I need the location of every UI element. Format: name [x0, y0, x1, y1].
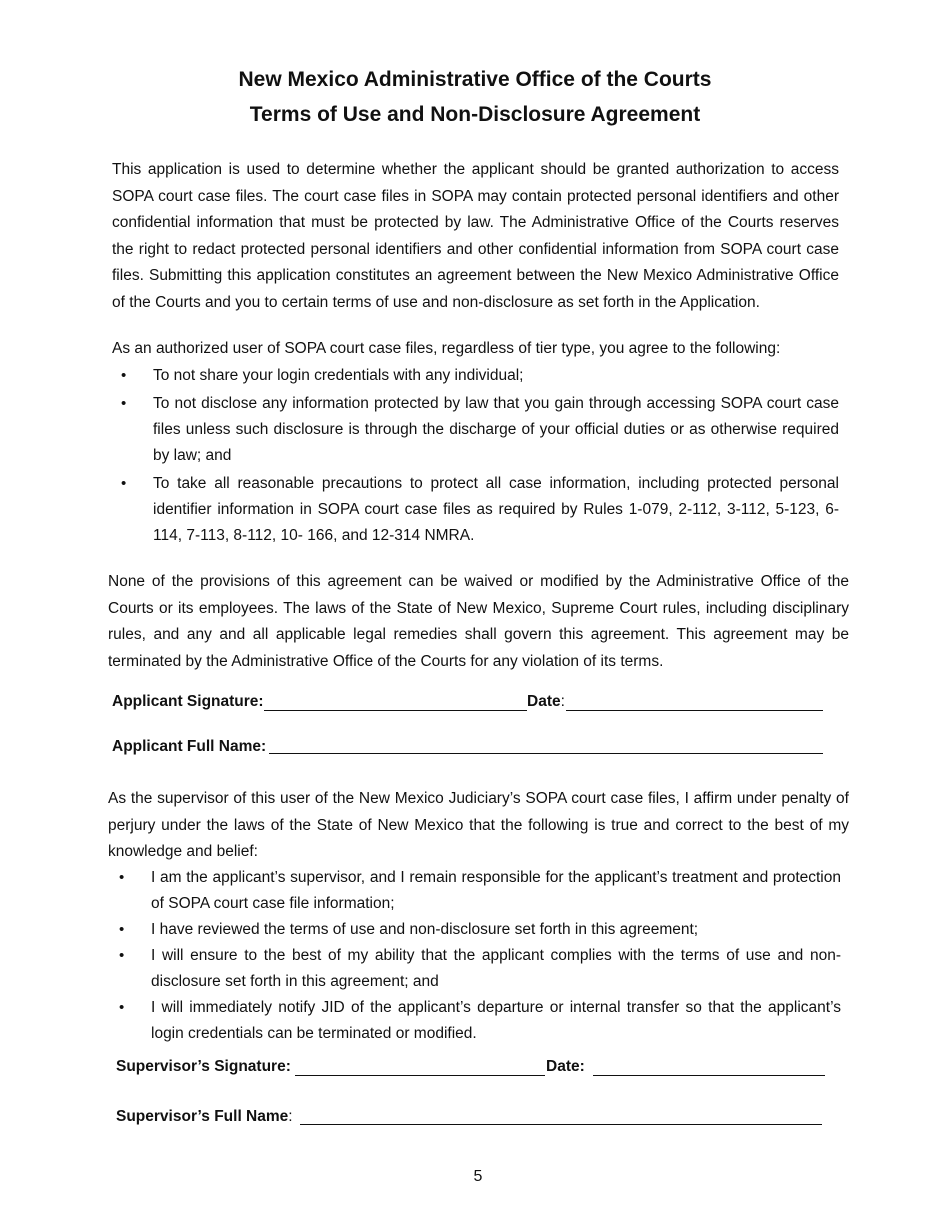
- document-title: New Mexico Administrative Office of the Courts: [238, 68, 712, 91]
- applicant-full-name-label: Applicant Full Name:: [112, 738, 267, 755]
- list-item: • I have reviewed the terms of use and non-disclosure set forth in this agreement;: [151, 917, 841, 943]
- supervisor-date-line[interactable]: [593, 1075, 825, 1076]
- applicant-full-name-line[interactable]: [269, 753, 823, 754]
- list-item: • I am the applicant’s supervisor, and I remain responsible for the applicant’s treatment and protection of SOPA court case file information;: [151, 865, 841, 917]
- supervisor-signature-label: Supervisor’s Signature:: [116, 1058, 291, 1075]
- applicant-signature-line[interactable]: [264, 710, 527, 711]
- applicant-date-line[interactable]: [566, 710, 823, 711]
- intro-paragraph: This application is used to determine whether the applicant should be granted authorization to access SOPA court case files. The court case files in SOPA may contain protected personal identifiers and other confidential information that must be protected by law. The Administrative Office of the Courts reserves the right to redact protected personal identifiers and other confidential information from SOPA court case files. Submitting this application constitutes an agreement between the New Mexico Administrative Office of the Courts and you to certain terms of use and non-disclosure as set forth in the Application.: [112, 161, 839, 311]
- list-item: • To not disclose any information protected by law that you gain through accessing SOPA court case files unless such disclosure is through the discharge of your official duties or as otherwise required by law; and: [153, 391, 839, 469]
- provisions-paragraph: None of the provisions of this agreement can be waived or modified by the Administrative Office of the Courts or its employees. The laws of the State of New Mexico, Supreme Court rules, including disciplinary rules, and any and all applicable legal remedies shall govern this agreement. This agreement may be terminated by the Administrative Office of the Courts for any violation of its terms.: [108, 573, 849, 670]
- supervisor-affirmation-lead: As the supervisor of this user of the New Mexico Judiciary’s SOPA court case files, I affirm under penalty of perjury under the laws of the State of New Mexico that the following is true and correct to the best of my knowledge and belief:: [108, 790, 849, 861]
- list-item: • To take all reasonable precautions to protect all case information, including protected personal identifier information in SOPA court case files as required by Rules 1-079, 2-112, 3-112, 5-123, 6-114, 7-113, 8-112, 10- 166, and 12-314 NMRA.: [153, 471, 839, 549]
- applicant-signature-label: Applicant Signature:: [112, 693, 264, 710]
- supervisor-affirmation-list: [151, 865, 841, 1047]
- supervisor-signature-line[interactable]: [295, 1075, 545, 1076]
- list-item: • I will ensure to the best of my ability that the applicant complies with the terms of use and non-disclosure set forth in this agreement; and: [151, 943, 841, 995]
- list-item: • To not share your login credentials with any individual;: [153, 363, 839, 389]
- page-number: 5: [473, 1168, 483, 1185]
- user-terms-list: [153, 363, 839, 549]
- supervisor-date-label: Date:: [546, 1058, 585, 1075]
- list-item: • I will immediately notify JID of the applicant’s departure or internal transfer so that the applicant’s login credentials can be terminated or modified.: [151, 995, 841, 1047]
- applicant-date-label: Date:: [527, 693, 565, 710]
- supervisor-full-name-line[interactable]: [300, 1124, 822, 1125]
- document-subtitle: Terms of Use and Non-Disclosure Agreement: [249, 103, 701, 126]
- supervisor-full-name-label: Supervisor’s Full Name:: [116, 1108, 293, 1125]
- user-terms-lead: As an authorized user of SOPA court case files, regardless of tier type, you agree to the following:: [112, 340, 781, 357]
